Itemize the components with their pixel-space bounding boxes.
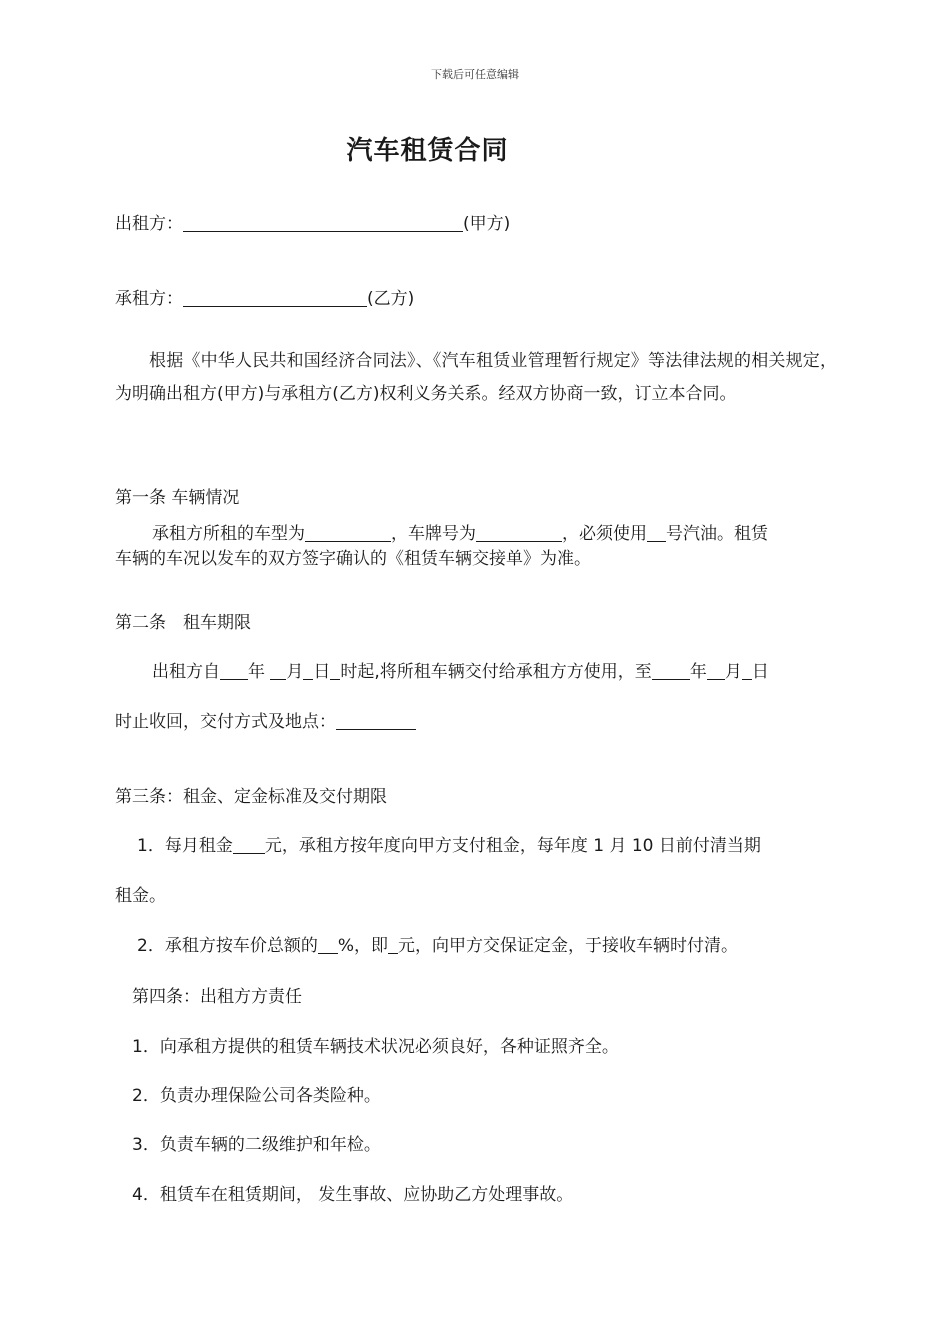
car-model-blank — [305, 523, 391, 542]
article1-text-b: ，车牌号为 — [391, 524, 476, 544]
article4-item: 4．租赁车在租赁期间， 发生事故、应协助乙方处理事故。 — [132, 1185, 574, 1205]
article4-heading: 第四条：出租方方责任 — [132, 987, 302, 1007]
article1-text-c: ，必须使用 — [562, 524, 647, 544]
article3-item2-text-a: 2．承租方按车价总额的 — [137, 936, 318, 956]
article3-item2-text-b: %，即 — [337, 936, 388, 956]
article2-text-2: 年 — [248, 662, 271, 682]
article1-line1 — [152, 522, 768, 546]
page-header-note: 下载后可任意编辑 — [431, 68, 519, 81]
article4-item: 2．负责办理保险公司各类险种。 — [132, 1086, 381, 1106]
article1-heading: 第一条 车辆情况 — [115, 488, 240, 508]
article4-item: 1．向承租方提供的租赁车辆技术状况必须良好，各种证照齐全。 — [132, 1037, 619, 1057]
article2-text-3: 月 — [286, 662, 304, 682]
article3-item1-text-b: 元，承租方按年度向甲方支付租金，每年度 1 月 10 日前付清当期 — [264, 836, 761, 856]
deposit-percent-blank — [318, 935, 338, 954]
article3-item2-text-c: 元，向甲方交保证定金，于接收车辆时付清。 — [397, 936, 738, 956]
article2-text-7: 月 — [724, 662, 742, 682]
article2-text-1: 出租方自 — [152, 662, 220, 682]
article2-heading: 第二条 租车期限 — [115, 613, 251, 633]
article1-line2: 车辆的车况以发车的双方签字确认的《租赁车辆交接单》为准。 — [115, 549, 591, 569]
deposit-amount-blank — [388, 935, 398, 954]
article3-item1 — [137, 834, 761, 858]
article2-text-place: 时止收回，交付方式及地点： — [115, 712, 336, 732]
lessee-blank — [183, 288, 367, 307]
start-hour-blank — [330, 661, 340, 680]
end-month-blank — [707, 661, 725, 680]
fuel-grade-blank — [647, 523, 666, 542]
article3-item2 — [137, 934, 738, 958]
article3-item1-text-a: 1．每月租金 — [137, 836, 233, 856]
start-day-blank — [303, 661, 313, 680]
article2-line1 — [152, 660, 769, 684]
article1-text-d: 号汽油。租赁 — [666, 524, 768, 544]
lessee-label: 承租方： — [115, 289, 183, 309]
lessor-suffix: (甲方) — [463, 214, 511, 234]
article2-text-6: 年 — [689, 662, 707, 682]
start-month-blank — [270, 661, 286, 680]
article2-text-5: 时起,将所租车辆交付给承租方方使用，至 — [340, 662, 652, 682]
article3-heading: 第三条：租金、定金标准及交付期限 — [115, 787, 387, 807]
lessor-label: 出租方： — [115, 214, 183, 234]
intro-paragraph: 根据《中华人民共和国经济合同法》、《汽车租赁业管理暂行规定》等法律法规的相关规定，为明确出租方(甲方)与承租方(乙方)权利义务关系。经双方协商一致，订立本合同。 — [115, 351, 837, 404]
start-year-blank — [220, 661, 248, 680]
end-year-blank — [652, 661, 690, 680]
article2-text-8: 日 — [751, 662, 769, 682]
article2-line2 — [115, 710, 416, 734]
end-day-blank — [742, 661, 752, 680]
article1-text-a: 承租方所租的车型为 — [152, 524, 305, 544]
plate-number-blank — [476, 523, 562, 542]
article4-item: 3．负责车辆的二级维护和年检。 — [132, 1135, 381, 1155]
lessee-suffix: (乙方) — [367, 289, 415, 309]
article2-text-4: 日 — [313, 662, 331, 682]
monthly-rent-blank — [233, 835, 265, 854]
document-title: 汽车租赁合同 — [346, 136, 509, 166]
lessor-line — [115, 212, 510, 236]
lessee-line — [115, 287, 414, 311]
article3-item1-cont: 租金。 — [115, 886, 166, 906]
delivery-place-blank — [336, 711, 416, 730]
lessor-blank — [183, 213, 463, 232]
